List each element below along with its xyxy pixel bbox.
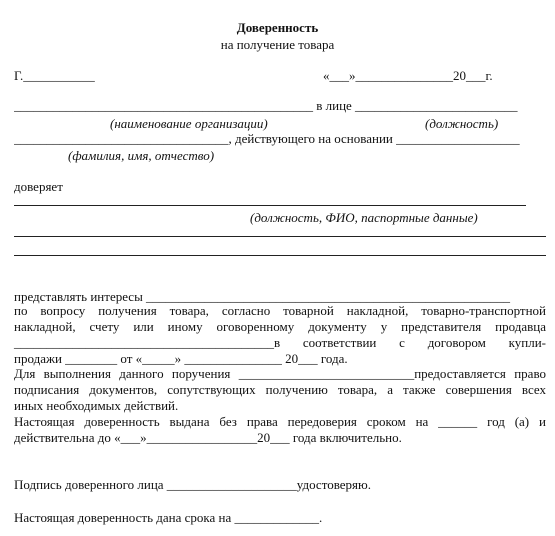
organization-line: ______________________________________________ в лице _________________________ [14, 98, 518, 113]
blank-rule-2 [14, 255, 546, 256]
para2-line2: подписания документов, сопутствующих получению товара, а также совершения всех [14, 382, 546, 397]
date-field: «___»_______________20___г. [323, 68, 493, 83]
organization-caption: (наименование организации) [110, 116, 268, 131]
blank-rule-1 [14, 236, 546, 237]
place-field: Г.___________ [14, 68, 95, 83]
para1-line2: накладной, счету или иному оговоренному документу у представителя продавца [14, 319, 546, 334]
trustee-caption: (должность, ФИО, паспортные данные) [250, 210, 478, 225]
para1-line1: по вопросу получения товара, согласно товарной накладной, товарно-транспортной [14, 303, 546, 318]
person-line: _________________________________, действующего на основании ___________________ [14, 131, 520, 146]
fio-caption: (фамилия, имя, отчество) [68, 148, 215, 163]
para1-line3: ________________________________________в соответствии с договором купли- [14, 335, 546, 350]
para1-line4: продажи ________ от «_____» _______________ 20___ года. [14, 351, 348, 366]
signature-line: Подпись доверенного лица ____________________удостоверяю. [14, 477, 371, 492]
term-line: Настоящая доверенность дана срока на _____________. [14, 510, 323, 525]
document-subtitle: на получение товара [220, 37, 335, 52]
position-caption: (должность) [425, 116, 499, 131]
para2-line3: иных необходимых действий. [14, 398, 179, 413]
document-title: Доверенность [236, 20, 319, 35]
para3-line1: Настоящая доверенность выдана без права передоверия сроком на ______ год (а) и [14, 414, 546, 429]
trustee-rule [14, 205, 526, 206]
para2-line1: Для выполнения данного поручения ___________________________предоставляется право [14, 366, 546, 381]
para3-line2: действительна до «___»_________________20___ года включительно. [14, 430, 402, 445]
trusts-label: доверяет [14, 179, 63, 194]
represent-line: представлять интересы ________________________________________________________ [14, 289, 511, 304]
